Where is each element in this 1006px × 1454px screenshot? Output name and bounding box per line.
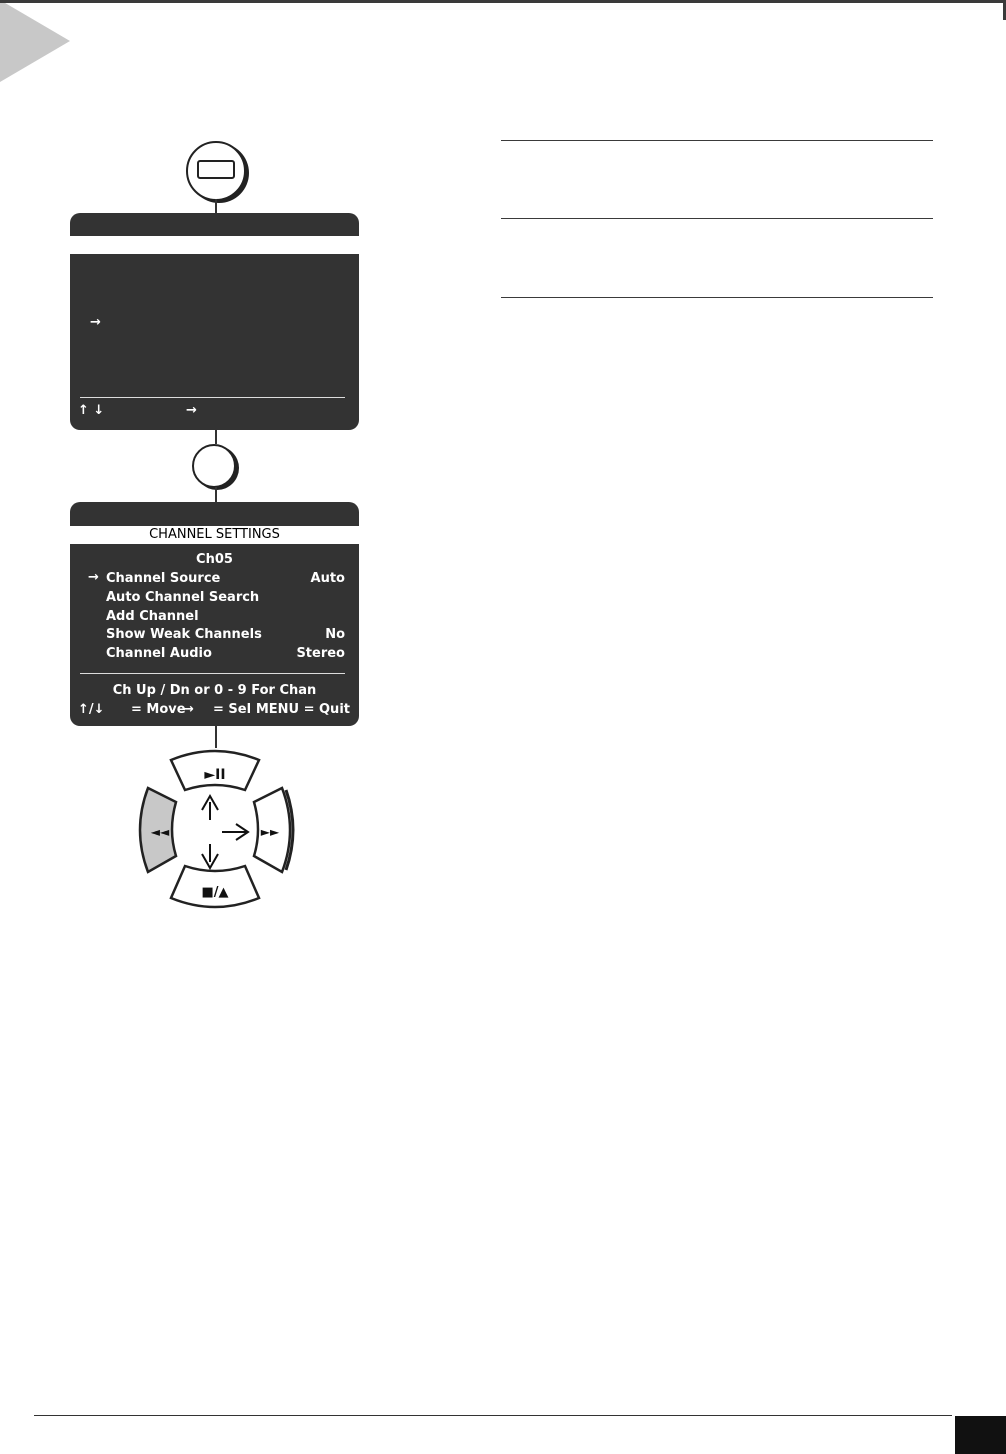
remote-dpad [128, 744, 304, 914]
menu-item-label: Channel Source [106, 571, 221, 586]
connector-line-3 [215, 487, 217, 502]
right-rule-1 [501, 140, 933, 141]
menu-cursor-arrow-icon: → [90, 315, 101, 330]
stop-eject-icon: ■/▲ [201, 885, 229, 900]
menu-item-show-weak-channels[interactable] [106, 626, 345, 644]
right-rule-2 [501, 218, 933, 219]
menu-item-value: No [325, 627, 345, 642]
menu-item-auto-channel-search[interactable] [106, 589, 345, 607]
main-menu-title [70, 236, 359, 254]
right-arrow-icon [222, 824, 248, 840]
rewind-button[interactable] [140, 788, 176, 872]
fast-forward-button[interactable] [254, 788, 293, 872]
menu-item-label: Channel Audio [106, 646, 212, 661]
rewind-icon: ◄◄ [150, 825, 170, 839]
menu-item-label: Add Channel [106, 609, 199, 624]
menu-item-value: Stereo [296, 646, 345, 661]
up-down-arrows-icon: ↑ ↓ [78, 403, 105, 418]
hint-channel-change: Ch Up / Dn or 0 - 9 For Chan [112, 683, 317, 698]
channel-number: Ch05 [196, 552, 233, 567]
main-menu-screen [70, 213, 359, 430]
right-rule-3 [501, 297, 933, 298]
hint-move: = Move [131, 702, 186, 717]
down-arrow-icon [202, 844, 218, 868]
select-arrow-icon: → [186, 403, 197, 418]
fast-forward-icon: ►► [260, 825, 280, 839]
menu-item-channel-audio[interactable] [106, 645, 345, 663]
sel-arrow-icon: → [183, 702, 194, 717]
connector-line-2 [215, 430, 217, 444]
page-number-box [955, 1416, 1006, 1454]
move-arrows-icon: ↑/↓ [78, 702, 105, 717]
menu-button[interactable] [186, 141, 246, 201]
channel-settings-title: CHANNEL SETTINGS [70, 526, 359, 544]
page-corner-triangle [0, 0, 70, 82]
footer-rule [34, 1415, 952, 1416]
menu-item-label: Show Weak Channels [106, 627, 262, 642]
play-pause-button[interactable] [171, 751, 259, 790]
hint-quit: MENU = Quit [255, 702, 350, 717]
menu-item-channel-source[interactable] [106, 570, 345, 588]
channel-settings-separator [80, 673, 345, 674]
play-pause-icon: ►II [204, 767, 226, 783]
menu-button-key-icon [197, 160, 235, 179]
channel-settings-screen [70, 502, 359, 726]
select-round-button[interactable] [192, 444, 236, 488]
up-arrow-icon [202, 796, 218, 820]
hint-sel: = Sel [213, 702, 252, 717]
connector-line-1 [215, 199, 217, 213]
menu-item-value: Auto [310, 571, 345, 586]
menu-item-add-channel[interactable] [106, 608, 345, 626]
main-menu-separator [80, 397, 345, 398]
top-rule [0, 0, 1006, 3]
stop-eject-button[interactable] [171, 866, 259, 907]
channel-cursor-arrow-icon: → [88, 570, 99, 585]
menu-item-label: Auto Channel Search [106, 590, 260, 605]
